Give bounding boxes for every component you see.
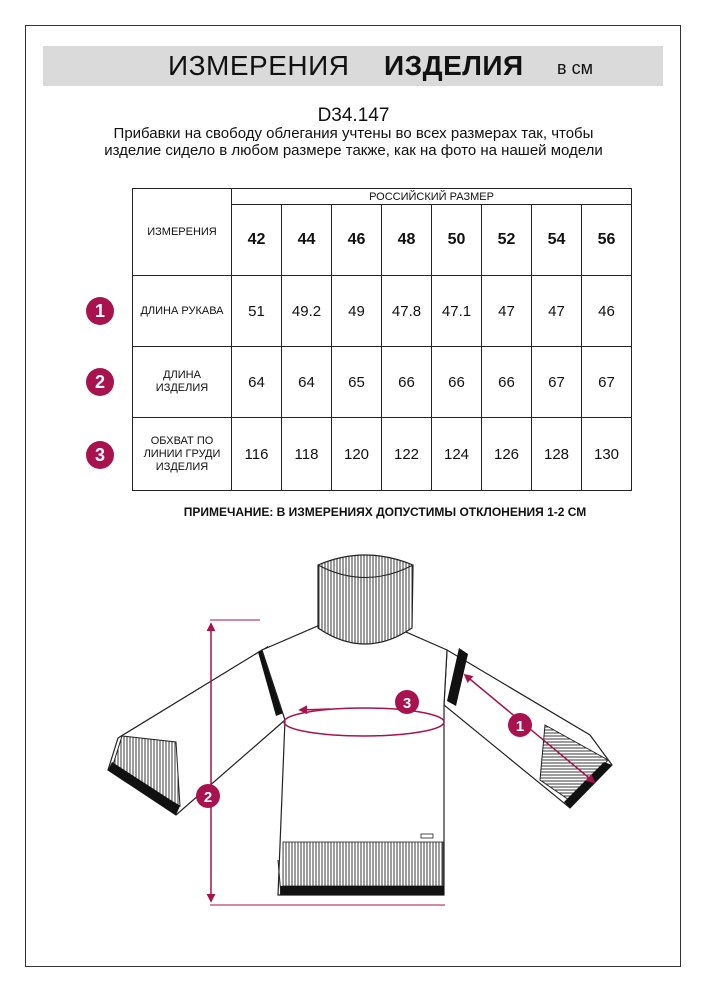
title-part1: ИЗМЕРЕНИЯ [168,50,350,81]
value-cell: 122 [382,418,432,491]
value-cell: 47 [482,276,532,347]
badge-garment-length: 2 [86,368,114,396]
size-cell: 52 [482,205,532,276]
title-unit: в см [557,58,593,78]
value-cell: 118 [282,418,332,491]
value-cell: 64 [282,347,332,418]
size-cell: 44 [282,205,332,276]
size-cell: 54 [532,205,582,276]
value-cell: 67 [532,347,582,418]
marker-1 [508,713,532,737]
marker-3-label: 3 [402,695,412,712]
value-cell: 66 [432,347,482,418]
value-cell: 47.8 [382,276,432,347]
value-cell: 49 [332,276,382,347]
value-cell: 66 [482,347,532,418]
value-cell: 51 [232,276,282,347]
value-cell: 47 [532,276,582,347]
row-label [133,418,232,491]
sweater-body [262,625,447,895]
size-cell: 56 [582,205,632,276]
value-cell: 116 [232,418,282,491]
value-cell: 124 [432,418,482,491]
badge-sleeve-length: 1 [86,297,114,325]
marker-3 [395,690,419,714]
turtleneck-collar [318,555,413,644]
marker-1-label: 1 [515,718,525,735]
value-cell: 120 [332,418,382,491]
row-label-text: ДЛИНА ИЗДЕЛИЯ [155,369,209,394]
product-code: D34.147 [317,105,390,126]
corner-label: ИЗМЕРЕНИЯ [133,189,232,276]
size-cell: 50 [432,205,482,276]
size-cell: 42 [232,205,282,276]
marker-2 [196,784,220,808]
badge-chest-girth: 3 [86,441,114,469]
size-header: РОССИЙСКИЙ РАЗМЕР [232,189,632,205]
value-cell: 47.1 [432,276,482,347]
value-cell: 65 [332,347,382,418]
table-row [133,276,632,347]
value-cell: 128 [532,418,582,491]
marker-2-label: 2 [203,789,213,806]
table-row [133,347,632,418]
value-cell: 66 [382,347,432,418]
row-label [133,347,232,418]
value-cell: 67 [582,347,632,418]
size-cell: 48 [382,205,432,276]
description: Прибавки на свободу облегания учтены во всех размерах так, чтобы изделие сидело в любом размере также, как на фото на нашей модели [104,125,603,159]
value-cell: 126 [482,418,532,491]
title-part2: ИЗДЕЛИЯ [384,50,524,81]
value-cell: 64 [232,347,282,418]
value-cell: 49.2 [282,276,332,347]
note: ПРИМЕЧАНИЕ: В ИЗМЕРЕНИЯХ ДОПУСТИМЫ ОТКЛОНЕНИЯ 1-2 СМ [183,505,587,519]
table-row [133,418,632,491]
value-cell: 46 [582,276,632,347]
row-label-text: ОБХВАТ ПО ЛИНИИ ГРУДИ ИЗДЕЛИЯ [143,434,221,473]
measurement-table [132,188,632,491]
size-cell: 46 [332,205,382,276]
value-cell: 130 [582,418,632,491]
left-sleeve [108,646,286,815]
garment-diagram [0,540,707,920]
row-label: ДЛИНА РУКАВА [133,276,232,347]
